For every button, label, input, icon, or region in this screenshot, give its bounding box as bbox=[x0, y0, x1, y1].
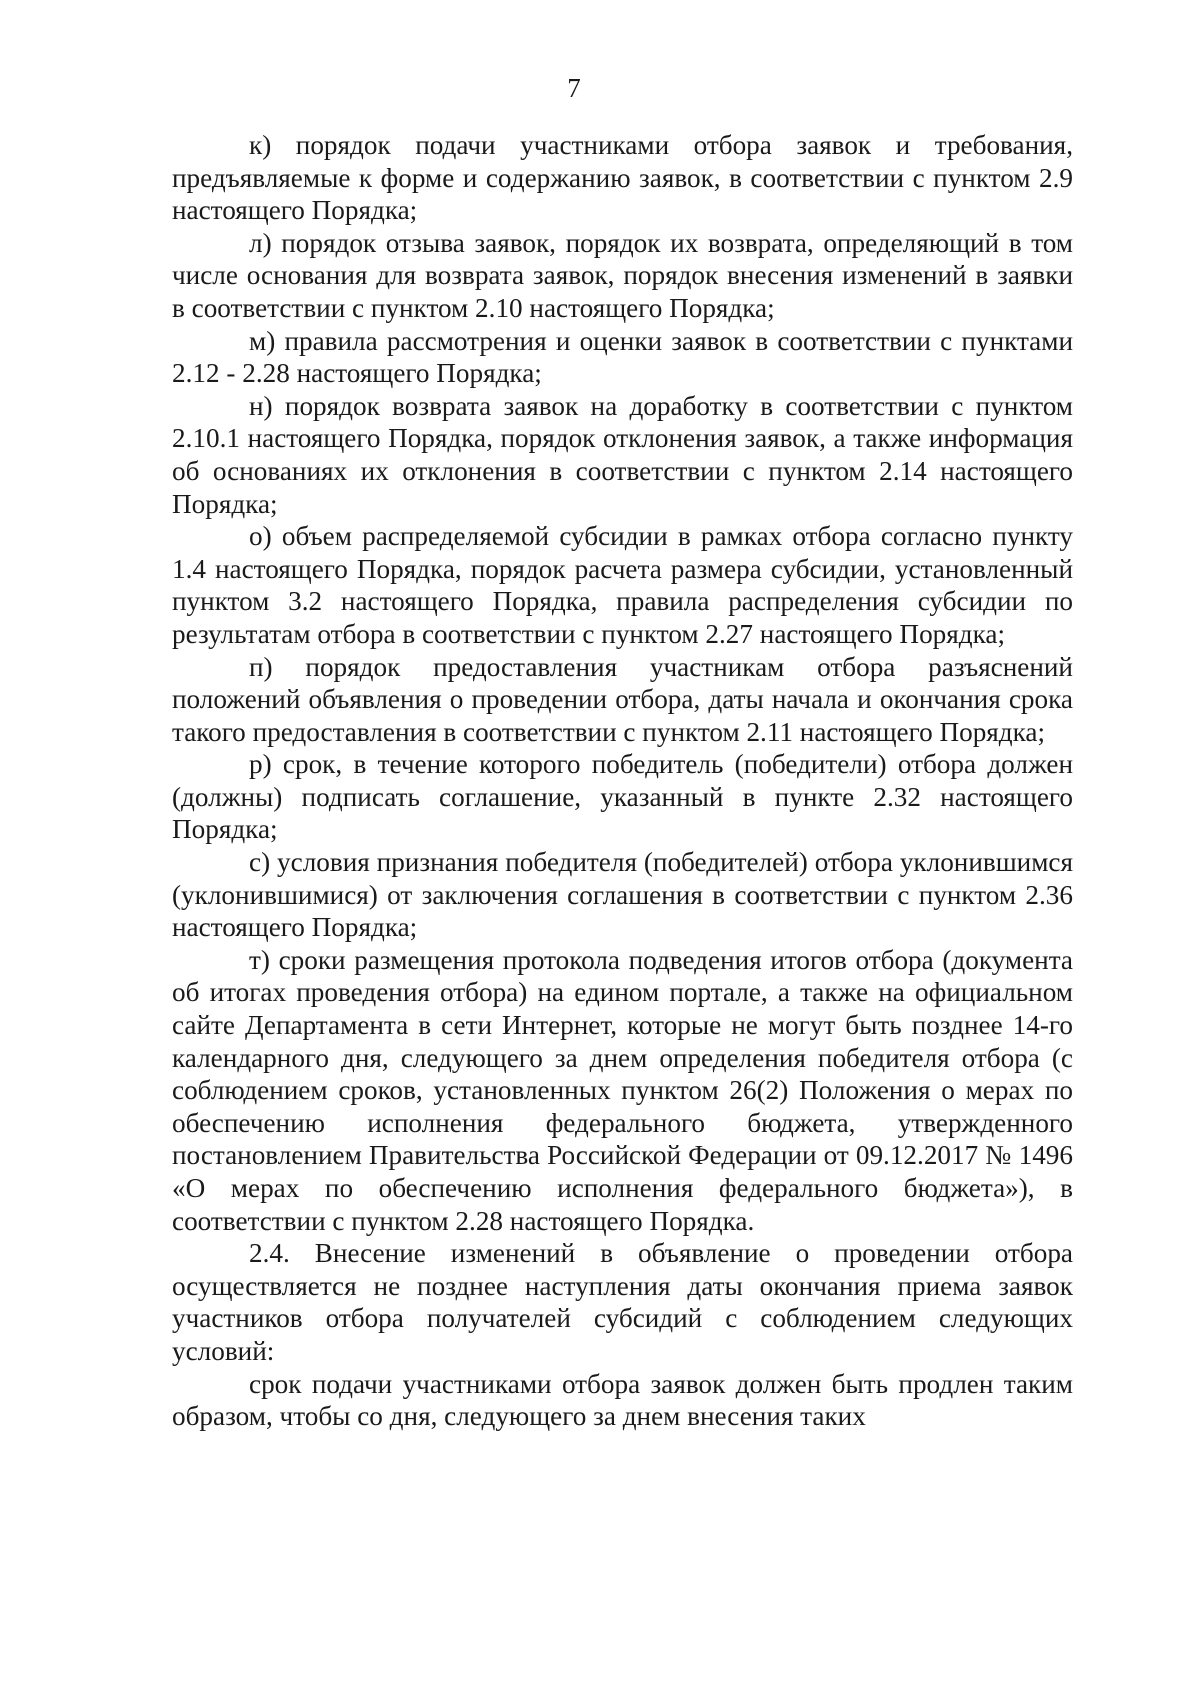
paragraph-deadline-extension: срок подачи участниками отбора заявок должен быть продлен таким образом, чтобы со дня, следующего за днем внесения таких bbox=[172, 1368, 1073, 1432]
paragraph-k: к) порядок подачи участниками отбора заявок и требования, предъявляемые к форме и содержанию заявок, в соответствии с пунктом 2.9 настоящего Порядка; bbox=[172, 130, 1073, 226]
paragraph-s: с) условия признания победителя (победителей) отбора уклонившимся (уклонившимися) от заключения соглашения в соответствии с пунктом 2.36 настоящего Порядка; bbox=[172, 847, 1073, 943]
page-number: 7 bbox=[567, 73, 581, 103]
paragraph-p: п) порядок предоставления участникам отбора разъяснений положений объявления о проведении отбора, даты начала и окончания срока такого предоставления в соответствии с пунктом 2.11 настоящего Порядка; bbox=[172, 651, 1073, 747]
paragraph-m: м) правила рассмотрения и оценки заявок в соответствии с пунктами 2.12 - 2.28 настоящего Порядка; bbox=[172, 325, 1073, 389]
paragraph-r: р) срок, в течение которого победитель (победители) отбора должен (должны) подписать соглашение, указанный в пункте 2.32 настоящего Порядка; bbox=[172, 749, 1073, 845]
paragraph-l: л) порядок отзыва заявок, порядок их возврата, определяющий в том числе основания для возврата заявок, порядок внесения изменений в заявки в соответствии с пунктом 2.10 настоящего Порядка; bbox=[172, 227, 1073, 323]
paragraph-t: т) сроки размещения протокола подведения итогов отбора (документа об итогах проведения отбора) на едином портале, а также на официальном сайте Департамента в сети Интернет, которые не могут быть позднее 14-го календарного дня, следующего за днем определения победителя отбора (с соблюдением сроков, установленных пунктом 26(2) Положения о мерах по обеспечению исполнения федерального бюджета, утвержденного постановлением Правительства Российской Федерации от 09.12.2017 № 1496 «О мерах по обеспечению исполнения федерального бюджета»), в соответствии с пунктом 2.28 настоящего Порядка. bbox=[172, 944, 1073, 1236]
document-body bbox=[172, 129, 1073, 1433]
paragraph-n: н) порядок возврата заявок на доработку в соответствии с пунктом 2.10.1 настоящего Порядка, порядок отклонения заявок, а также информация об основаниях их отклонения в соответствии с пунктом 2.14 настоящего Порядка; bbox=[172, 390, 1073, 519]
paragraph-o: о) объем распределяемой субсидии в рамках отбора согласно пункту 1.4 настоящего Порядка, порядок расчета размера субсидии, установленный пунктом 3.2 настоящего Порядка, правила распределения субсидии по результатам отбора в соответствии с пунктом 2.27 настоящего Порядка; bbox=[172, 521, 1073, 649]
paragraph-2-4: 2.4. Внесение изменений в объявление о проведении отбора осуществляется не позднее наступления даты окончания приема заявок участников отбора получателей субсидий с соблюдением следующих условий: bbox=[172, 1238, 1073, 1366]
